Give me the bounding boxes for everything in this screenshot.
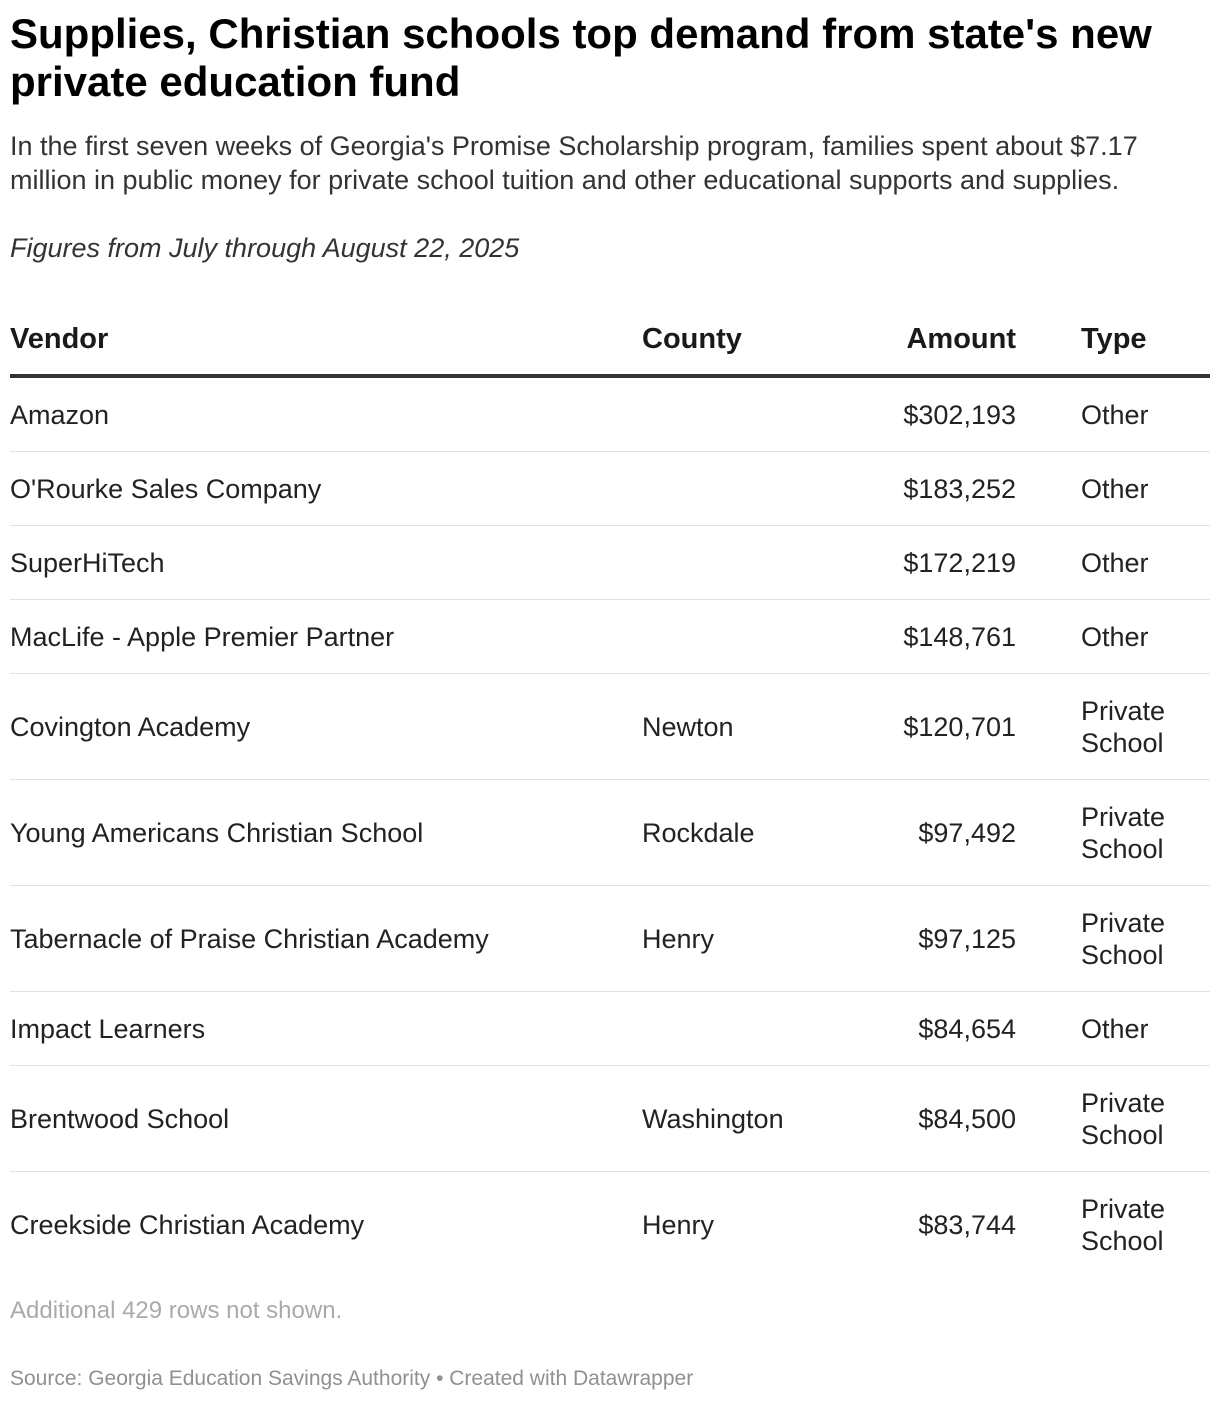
cell-county: Rockdale	[642, 780, 867, 886]
vendor-table	[10, 304, 1210, 1277]
cell-vendor: Tabernacle of Praise Christian Academy	[10, 886, 642, 992]
cell-type: Other	[1081, 526, 1210, 600]
table-header-row	[10, 304, 1210, 376]
cell-amount: $120,701	[867, 674, 1016, 780]
cell-vendor: SuperHiTech	[10, 526, 642, 600]
cell-vendor: Impact Learners	[10, 992, 642, 1066]
cell-type: Private School	[1081, 780, 1210, 886]
cell-county: Henry	[642, 1209, 715, 1240]
cell-amount: $302,193	[867, 376, 1016, 452]
cell-amount: $148,761	[867, 600, 1016, 674]
cell-amount: $84,654	[867, 992, 1016, 1066]
table-row	[10, 780, 1210, 886]
cell-vendor: O'Rourke Sales Company	[10, 452, 642, 526]
cell-type: Private School	[1081, 674, 1210, 780]
table-body	[10, 376, 1210, 1277]
column-header-type[interactable]: Type	[1081, 304, 1210, 376]
cell-county	[642, 376, 867, 452]
cell-type: Private School	[1081, 1066, 1210, 1172]
table-row	[10, 886, 1210, 992]
cell-vendor: Brentwood School	[10, 1066, 642, 1172]
cell-county	[642, 526, 867, 600]
cell-amount: $172,219	[867, 526, 1016, 600]
cell-county: Newton	[642, 674, 867, 780]
cell-type: Other	[1081, 452, 1210, 526]
table-row	[10, 992, 1210, 1066]
cell-amount: $97,492	[867, 780, 1016, 886]
column-header-amount[interactable]: Amount	[867, 304, 1016, 376]
cell-spacer	[1016, 452, 1081, 526]
cell-spacer	[1016, 600, 1081, 674]
cell-vendor: Young Americans Christian School	[10, 780, 642, 886]
column-spacer	[1016, 304, 1081, 376]
cell-vendor: Covington Academy	[10, 674, 642, 780]
cell-spacer	[1016, 886, 1081, 992]
table-row	[10, 600, 1210, 674]
chart-subtitle: In the first seven weeks of Georgia's Promise Scholarship program, families spent about $7.17 million in public money for private school tuition and other educational supports and supplies.	[10, 131, 1138, 195]
chart-note: Figures from July through August 22, 2025	[10, 233, 520, 263]
cell-county	[642, 992, 867, 1066]
cell-amount: $83,744	[918, 1209, 1016, 1240]
cell-county	[642, 600, 867, 674]
cell-spacer	[1016, 376, 1081, 452]
rows-hidden-note: Additional 429 rows not shown.	[10, 1297, 343, 1324]
cell-vendor: MacLife - Apple Premier Partner	[10, 600, 642, 674]
table-row	[10, 376, 1210, 452]
cell-spacer	[1016, 992, 1081, 1066]
table-row	[10, 526, 1210, 600]
cell-spacer	[1016, 1066, 1081, 1172]
table-row	[10, 1066, 1210, 1172]
cell-county: Henry	[642, 886, 867, 992]
cell-spacer	[1016, 780, 1081, 886]
cell-spacer	[1016, 1172, 1081, 1278]
cell-county	[642, 452, 867, 526]
cell-county: Washington	[642, 1066, 867, 1172]
chart-title: Supplies, Christian schools top demand from state's new private education fund	[10, 10, 1152, 105]
cell-vendor: Creekside Christian Academy	[10, 1209, 365, 1240]
cell-vendor: Amazon	[10, 376, 642, 452]
source-credit: Source: Georgia Education Savings Authority • Created with Datawrapper	[10, 1367, 694, 1390]
cell-type: Other	[1081, 992, 1210, 1066]
table-row	[10, 1172, 1210, 1278]
cell-type: Private School	[1081, 886, 1210, 992]
cell-type: Private School	[1081, 1193, 1166, 1256]
cell-type: Other	[1081, 376, 1210, 452]
column-header-vendor[interactable]: Vendor	[10, 304, 642, 376]
table-row	[10, 674, 1210, 780]
cell-amount: $183,252	[867, 452, 1016, 526]
cell-amount: $84,500	[867, 1066, 1016, 1172]
cell-spacer	[1016, 526, 1081, 600]
cell-spacer	[1016, 674, 1081, 780]
cell-type: Other	[1081, 600, 1210, 674]
table-row	[10, 452, 1210, 526]
cell-amount: $97,125	[867, 886, 1016, 992]
column-header-county[interactable]: County	[642, 304, 867, 376]
